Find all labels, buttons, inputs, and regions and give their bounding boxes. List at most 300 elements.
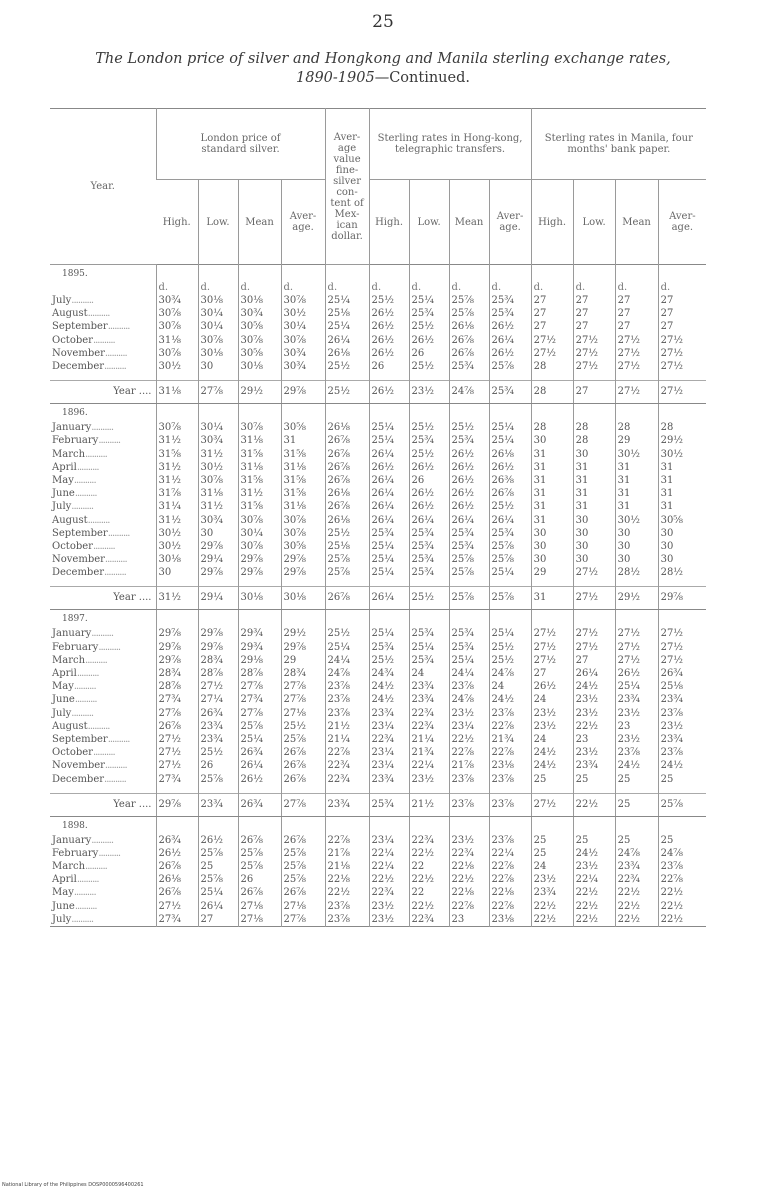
value-cell: 25⅞ [489, 553, 531, 566]
average-value-cell: 23½ [409, 381, 449, 404]
value-cell: 23¾ [573, 759, 615, 772]
page-number: 25 [372, 12, 394, 32]
value-cell: 23¾ [198, 720, 238, 733]
value-cell: 30⅝ [238, 320, 281, 333]
value-cell: 24½ [573, 680, 615, 693]
table-row [50, 746, 706, 759]
value-cell: 30⅞ [238, 513, 281, 526]
month-label: April [52, 668, 77, 680]
month-label: August [52, 308, 88, 320]
header-high: High. [369, 180, 409, 265]
value-cell: 26¼ [449, 513, 489, 526]
unit-label: d. [198, 282, 238, 294]
unit-label: d. [489, 282, 531, 294]
value-cell: 25½ [489, 641, 531, 654]
month-cell [50, 847, 156, 860]
value-cell: 24⅞ [449, 693, 489, 706]
value-cell: 27½ [658, 360, 706, 373]
leader-dots: .......... [85, 448, 107, 460]
value-cell: 22⅞ [489, 873, 531, 886]
unit-label: d. [325, 282, 369, 294]
value-cell: 29 [615, 434, 658, 447]
value-cell: 25¼ [369, 434, 409, 447]
value-cell: 21½ [325, 720, 369, 733]
table-row [50, 540, 706, 553]
value-cell: 30⅞ [281, 334, 325, 347]
value-cell: 24⅞ [325, 667, 369, 680]
value-cell: 27⅛ [238, 900, 281, 913]
value-cell: 29⅞ [156, 654, 198, 667]
value-cell: 26¾ [156, 834, 198, 847]
month-cell [50, 360, 156, 373]
value-cell: 26⅞ [281, 834, 325, 847]
value-cell: 23¾ [369, 707, 409, 720]
unit-label: d. [156, 282, 198, 294]
value-cell: 30⅛ [198, 294, 238, 307]
value-cell: 27½ [573, 360, 615, 373]
table-row [50, 847, 706, 860]
unit-label: d. [281, 282, 325, 294]
value-cell: 22 [409, 860, 449, 873]
value-cell: 30⅞ [281, 294, 325, 307]
table-row [50, 566, 706, 579]
value-cell: 31½ [156, 434, 198, 447]
value-cell: 25½ [489, 654, 531, 667]
leader-dots: .......... [104, 554, 127, 566]
value-cell: 27⅞ [238, 680, 281, 693]
average-value-cell: 23⅞ [489, 793, 531, 816]
value-cell: 27½ [531, 641, 573, 654]
value-cell: 22⅛ [449, 860, 489, 873]
month-cell [50, 474, 156, 487]
unit-label: d. [409, 282, 449, 294]
value-cell: 25⅞ [281, 847, 325, 860]
value-cell: 26 [238, 873, 281, 886]
value-cell: 29⅞ [198, 566, 238, 579]
value-cell: 27½ [156, 733, 198, 746]
value-cell: 23½ [369, 913, 409, 927]
value-cell: 31 [573, 500, 615, 513]
value-cell: 30 [658, 540, 706, 553]
value-cell: 30¾ [198, 513, 238, 526]
value-cell: 26½ [409, 461, 449, 474]
value-cell: 22½ [658, 886, 706, 899]
month-cell [50, 654, 156, 667]
average-value-cell: 30⅛ [238, 587, 281, 610]
table-row [50, 860, 706, 873]
value-cell: 31⅝ [281, 487, 325, 500]
month-label: November [52, 760, 105, 772]
value-cell: 27¾ [156, 913, 198, 927]
value-cell: 25½ [325, 627, 369, 640]
month-cell [50, 707, 156, 720]
value-cell: 30 [658, 553, 706, 566]
value-cell: 25½ [409, 448, 449, 461]
value-cell: 27½ [615, 641, 658, 654]
value-cell: 23½ [449, 834, 489, 847]
value-cell: 23¼ [369, 834, 409, 847]
month-label: November [52, 347, 105, 359]
leader-dots: .......... [104, 361, 126, 373]
value-cell: 22¾ [409, 707, 449, 720]
value-cell: 25¾ [409, 627, 449, 640]
value-cell: 25⅞ [449, 553, 489, 566]
average-value-cell: 22½ [573, 793, 615, 816]
month-label: June [52, 694, 75, 706]
month-cell [50, 913, 156, 927]
value-cell: 25¾ [409, 307, 449, 320]
value-cell: 24½ [369, 693, 409, 706]
value-cell: 24¼ [325, 654, 369, 667]
value-cell: 25⅞ [281, 733, 325, 746]
value-cell: 23¾ [369, 772, 409, 785]
value-cell: 25¼ [369, 627, 409, 640]
year-heading-row [50, 265, 706, 283]
value-cell: 27 [531, 294, 573, 307]
table-row [50, 487, 706, 500]
value-cell: 26⅞ [449, 347, 489, 360]
value-cell: 25½ [369, 654, 409, 667]
value-cell: 31 [573, 474, 615, 487]
value-cell: 27½ [531, 334, 573, 347]
value-cell: 25⅞ [489, 360, 531, 373]
value-cell: 22⅛ [489, 886, 531, 899]
value-cell: 26⅞ [325, 474, 369, 487]
value-cell: 23½ [573, 693, 615, 706]
value-cell: 27½ [658, 627, 706, 640]
value-cell: 27 [573, 294, 615, 307]
value-cell: 24⅞ [489, 667, 531, 680]
value-cell: 28 [573, 434, 615, 447]
value-cell: 30⅛ [238, 360, 281, 373]
value-cell: 26⅞ [489, 487, 531, 500]
value-cell: 27½ [198, 680, 238, 693]
year-heading-row [50, 816, 706, 834]
value-cell: 25¼ [489, 421, 531, 434]
value-cell: 25⅞ [281, 860, 325, 873]
year-label: 1895. [62, 269, 88, 279]
value-cell: 26½ [489, 320, 531, 333]
value-cell: 30 [658, 527, 706, 540]
table-row [50, 759, 706, 772]
year-label: 1896. [62, 408, 88, 419]
value-cell: 25½ [449, 421, 489, 434]
value-cell: 25¼ [409, 641, 449, 654]
table-row [50, 834, 706, 847]
value-cell: 27½ [573, 627, 615, 640]
value-cell: 22½ [573, 913, 615, 927]
leader-dots: .......... [73, 887, 96, 899]
value-cell: 26½ [238, 772, 281, 785]
value-cell: 26 [198, 759, 238, 772]
header-average: Aver-age. [281, 180, 325, 265]
value-cell: 30½ [615, 448, 658, 461]
value-cell: 29¼ [198, 553, 238, 566]
value-cell: 25¾ [409, 553, 449, 566]
value-cell: 29⅛ [238, 654, 281, 667]
value-cell: 25¾ [449, 540, 489, 553]
value-cell: 24½ [615, 759, 658, 772]
value-cell: 26½ [369, 334, 409, 347]
value-cell: 30½ [156, 360, 198, 373]
value-cell: 26⅞ [281, 746, 325, 759]
table-row [50, 900, 706, 913]
value-cell: 26¼ [409, 513, 449, 526]
leader-dots: .......... [73, 681, 96, 693]
value-cell: 25⅛ [325, 307, 369, 320]
value-cell: 30⅞ [198, 334, 238, 347]
value-cell: 23½ [573, 746, 615, 759]
value-cell: 26⅛ [449, 320, 489, 333]
value-cell: 23½ [531, 873, 573, 886]
month-cell [50, 772, 156, 785]
value-cell: 30⅞ [281, 513, 325, 526]
value-cell: 25¼ [369, 540, 409, 553]
value-cell: 30½ [198, 461, 238, 474]
value-cell: 31½ [238, 487, 281, 500]
value-cell: 31½ [156, 513, 198, 526]
value-cell: 27½ [658, 654, 706, 667]
value-cell: 23⅞ [489, 707, 531, 720]
average-value-cell: 31⅛ [156, 381, 198, 404]
value-cell: 22⅞ [325, 746, 369, 759]
month-label: February [52, 847, 99, 859]
value-cell: 27½ [615, 654, 658, 667]
month-cell [50, 860, 156, 873]
value-cell: 30 [531, 553, 573, 566]
value-cell: 27 [573, 654, 615, 667]
value-cell: 27⅞ [281, 693, 325, 706]
value-cell: 25¼ [369, 566, 409, 579]
value-cell: 30 [573, 513, 615, 526]
value-cell: 22½ [573, 886, 615, 899]
value-cell: 31 [573, 487, 615, 500]
table-row [50, 474, 706, 487]
value-cell: 25¾ [409, 566, 449, 579]
table-row [50, 553, 706, 566]
value-cell: 30 [531, 540, 573, 553]
value-cell: 22⅞ [325, 834, 369, 847]
average-value-cell: 29½ [238, 381, 281, 404]
value-cell: 22¾ [369, 733, 409, 746]
value-cell: 31⅝ [281, 448, 325, 461]
table-row [50, 513, 706, 526]
leader-dots: .......... [98, 435, 121, 447]
value-cell: 22 [409, 886, 449, 899]
value-cell: 22⅞ [449, 900, 489, 913]
value-cell: 31 [573, 461, 615, 474]
month-label: July [52, 501, 72, 513]
value-cell: 23¾ [409, 680, 449, 693]
header-high: High. [531, 180, 573, 265]
month-cell [50, 900, 156, 913]
header-mean: Mean [238, 180, 281, 265]
value-cell: 26⅞ [449, 334, 489, 347]
value-cell: 23⅛ [489, 913, 531, 927]
value-cell: 28⅞ [156, 680, 198, 693]
value-cell: 24⅞ [615, 847, 658, 860]
year-average-label: Year .... [50, 587, 156, 610]
value-cell: 22¼ [369, 860, 409, 873]
leader-dots: .......... [76, 874, 99, 886]
table-row [50, 307, 706, 320]
value-cell: 25 [658, 834, 706, 847]
value-cell: 27 [658, 320, 706, 333]
table-row [50, 707, 706, 720]
average-value-cell: 24⅞ [449, 381, 489, 404]
month-label: October [52, 747, 93, 759]
value-cell: 30¾ [198, 434, 238, 447]
value-cell: 25⅞ [198, 772, 238, 785]
value-cell: 23⅞ [658, 746, 706, 759]
month-label: April [52, 461, 77, 473]
month-label: October [52, 334, 93, 346]
value-cell: 30 [198, 527, 238, 540]
table-row [50, 527, 706, 540]
header-average: Aver-age. [658, 180, 706, 265]
value-cell: 29¾ [238, 627, 281, 640]
leader-dots: .......... [71, 501, 94, 513]
month-label: July [52, 913, 72, 925]
value-cell: 26¼ [369, 500, 409, 513]
month-label: September [52, 527, 108, 539]
footer-credit: National Library of the Philippines DOSP0000596400261 [2, 1182, 144, 1188]
value-cell: 27 [658, 307, 706, 320]
month-cell [50, 759, 156, 772]
month-label: December [52, 773, 105, 785]
month-label: March [52, 861, 86, 873]
month-cell [50, 746, 156, 759]
value-cell: 22½ [369, 873, 409, 886]
value-cell: 22⅞ [489, 720, 531, 733]
value-cell: 24 [531, 733, 573, 746]
value-cell: 26½ [489, 347, 531, 360]
value-cell: 26⅛ [489, 448, 531, 461]
value-cell: 28 [531, 360, 573, 373]
average-value-cell: 25¾ [369, 793, 409, 816]
value-cell: 21¾ [489, 733, 531, 746]
value-cell: 26⅞ [281, 759, 325, 772]
value-cell: 23½ [573, 860, 615, 873]
month-label: September [52, 733, 108, 745]
leader-dots: .......... [91, 834, 114, 846]
value-cell: 30¾ [156, 294, 198, 307]
value-cell: 26½ [369, 307, 409, 320]
value-cell: 26¼ [369, 513, 409, 526]
average-value-cell: 25½ [409, 587, 449, 610]
value-cell: 30 [615, 527, 658, 540]
value-cell: 27½ [615, 360, 658, 373]
value-cell: 25¾ [409, 654, 449, 667]
month-cell [50, 527, 156, 540]
value-cell: 30¼ [238, 527, 281, 540]
header-average-value: Aver-age value fine-silver con-tent of Mex-ican dollar. [325, 109, 369, 265]
average-value-cell: 28 [531, 381, 573, 404]
value-cell: 25¾ [489, 294, 531, 307]
value-cell: 22⅞ [449, 746, 489, 759]
value-cell: 26¾ [658, 667, 706, 680]
value-cell: 27½ [615, 627, 658, 640]
table-row [50, 873, 706, 886]
leader-dots: .......... [91, 422, 114, 434]
value-cell: 29⅞ [238, 553, 281, 566]
leader-dots: .......... [104, 567, 126, 579]
value-cell: 23 [615, 720, 658, 733]
value-cell: 24½ [658, 759, 706, 772]
month-label: May [52, 474, 74, 486]
value-cell: 26½ [489, 461, 531, 474]
average-value-cell: 27½ [573, 587, 615, 610]
value-cell: 22½ [409, 847, 449, 860]
value-cell: 30 [573, 553, 615, 566]
value-cell: 22½ [531, 900, 573, 913]
unit-label: d. [238, 282, 281, 294]
month-label: January [52, 834, 92, 846]
month-label: July [52, 295, 72, 307]
value-cell: 25¾ [369, 641, 409, 654]
value-cell: 25¼ [449, 654, 489, 667]
value-cell: 23⅛ [489, 759, 531, 772]
month-cell [50, 307, 156, 320]
table-row [50, 461, 706, 474]
value-cell: 22½ [409, 900, 449, 913]
value-cell: 23½ [449, 707, 489, 720]
table-row [50, 667, 706, 680]
header-manila-rates: Sterling rates in Manila, four months' bank paper. [531, 109, 706, 180]
year-average-row [50, 793, 706, 816]
value-cell: 26½ [409, 334, 449, 347]
value-cell: 26⅞ [325, 448, 369, 461]
value-cell: 26¼ [369, 487, 409, 500]
table-row [50, 421, 706, 434]
value-cell: 31 [531, 474, 573, 487]
month-cell [50, 680, 156, 693]
value-cell: 23½ [369, 900, 409, 913]
value-cell: 25½ [325, 527, 369, 540]
value-cell: 27 [573, 307, 615, 320]
average-value-cell: 29½ [615, 587, 658, 610]
value-cell: 30⅞ [156, 347, 198, 360]
value-cell: 23¾ [531, 886, 573, 899]
value-cell: 22½ [449, 873, 489, 886]
value-cell: 27½ [573, 641, 615, 654]
value-cell: 25¾ [409, 540, 449, 553]
value-cell: 25¾ [449, 527, 489, 540]
table-row [50, 294, 706, 307]
unit-label: d. [369, 282, 409, 294]
value-cell: 31⅛ [198, 487, 238, 500]
average-value-cell: 30⅛ [281, 587, 325, 610]
value-cell: 25½ [369, 294, 409, 307]
value-cell: 31⅛ [238, 461, 281, 474]
value-cell: 27 [531, 320, 573, 333]
average-value-cell: 26¾ [238, 793, 281, 816]
month-cell [50, 347, 156, 360]
header-high: High. [162, 216, 191, 228]
value-cell: 22¾ [409, 834, 449, 847]
value-cell: 29⅞ [198, 641, 238, 654]
value-cell: 25¼ [489, 434, 531, 447]
value-cell: 23½ [615, 707, 658, 720]
month-label: May [52, 887, 74, 899]
header-hongkong-rates: Sterling rates in Hong-kong, telegraphic transfers. [369, 109, 531, 180]
leader-dots: .......... [74, 488, 97, 500]
value-cell: 21¼ [409, 733, 449, 746]
value-cell: 30 [615, 540, 658, 553]
value-cell: 27¾ [156, 693, 198, 706]
month-cell [50, 627, 156, 640]
value-cell: 25 [573, 834, 615, 847]
